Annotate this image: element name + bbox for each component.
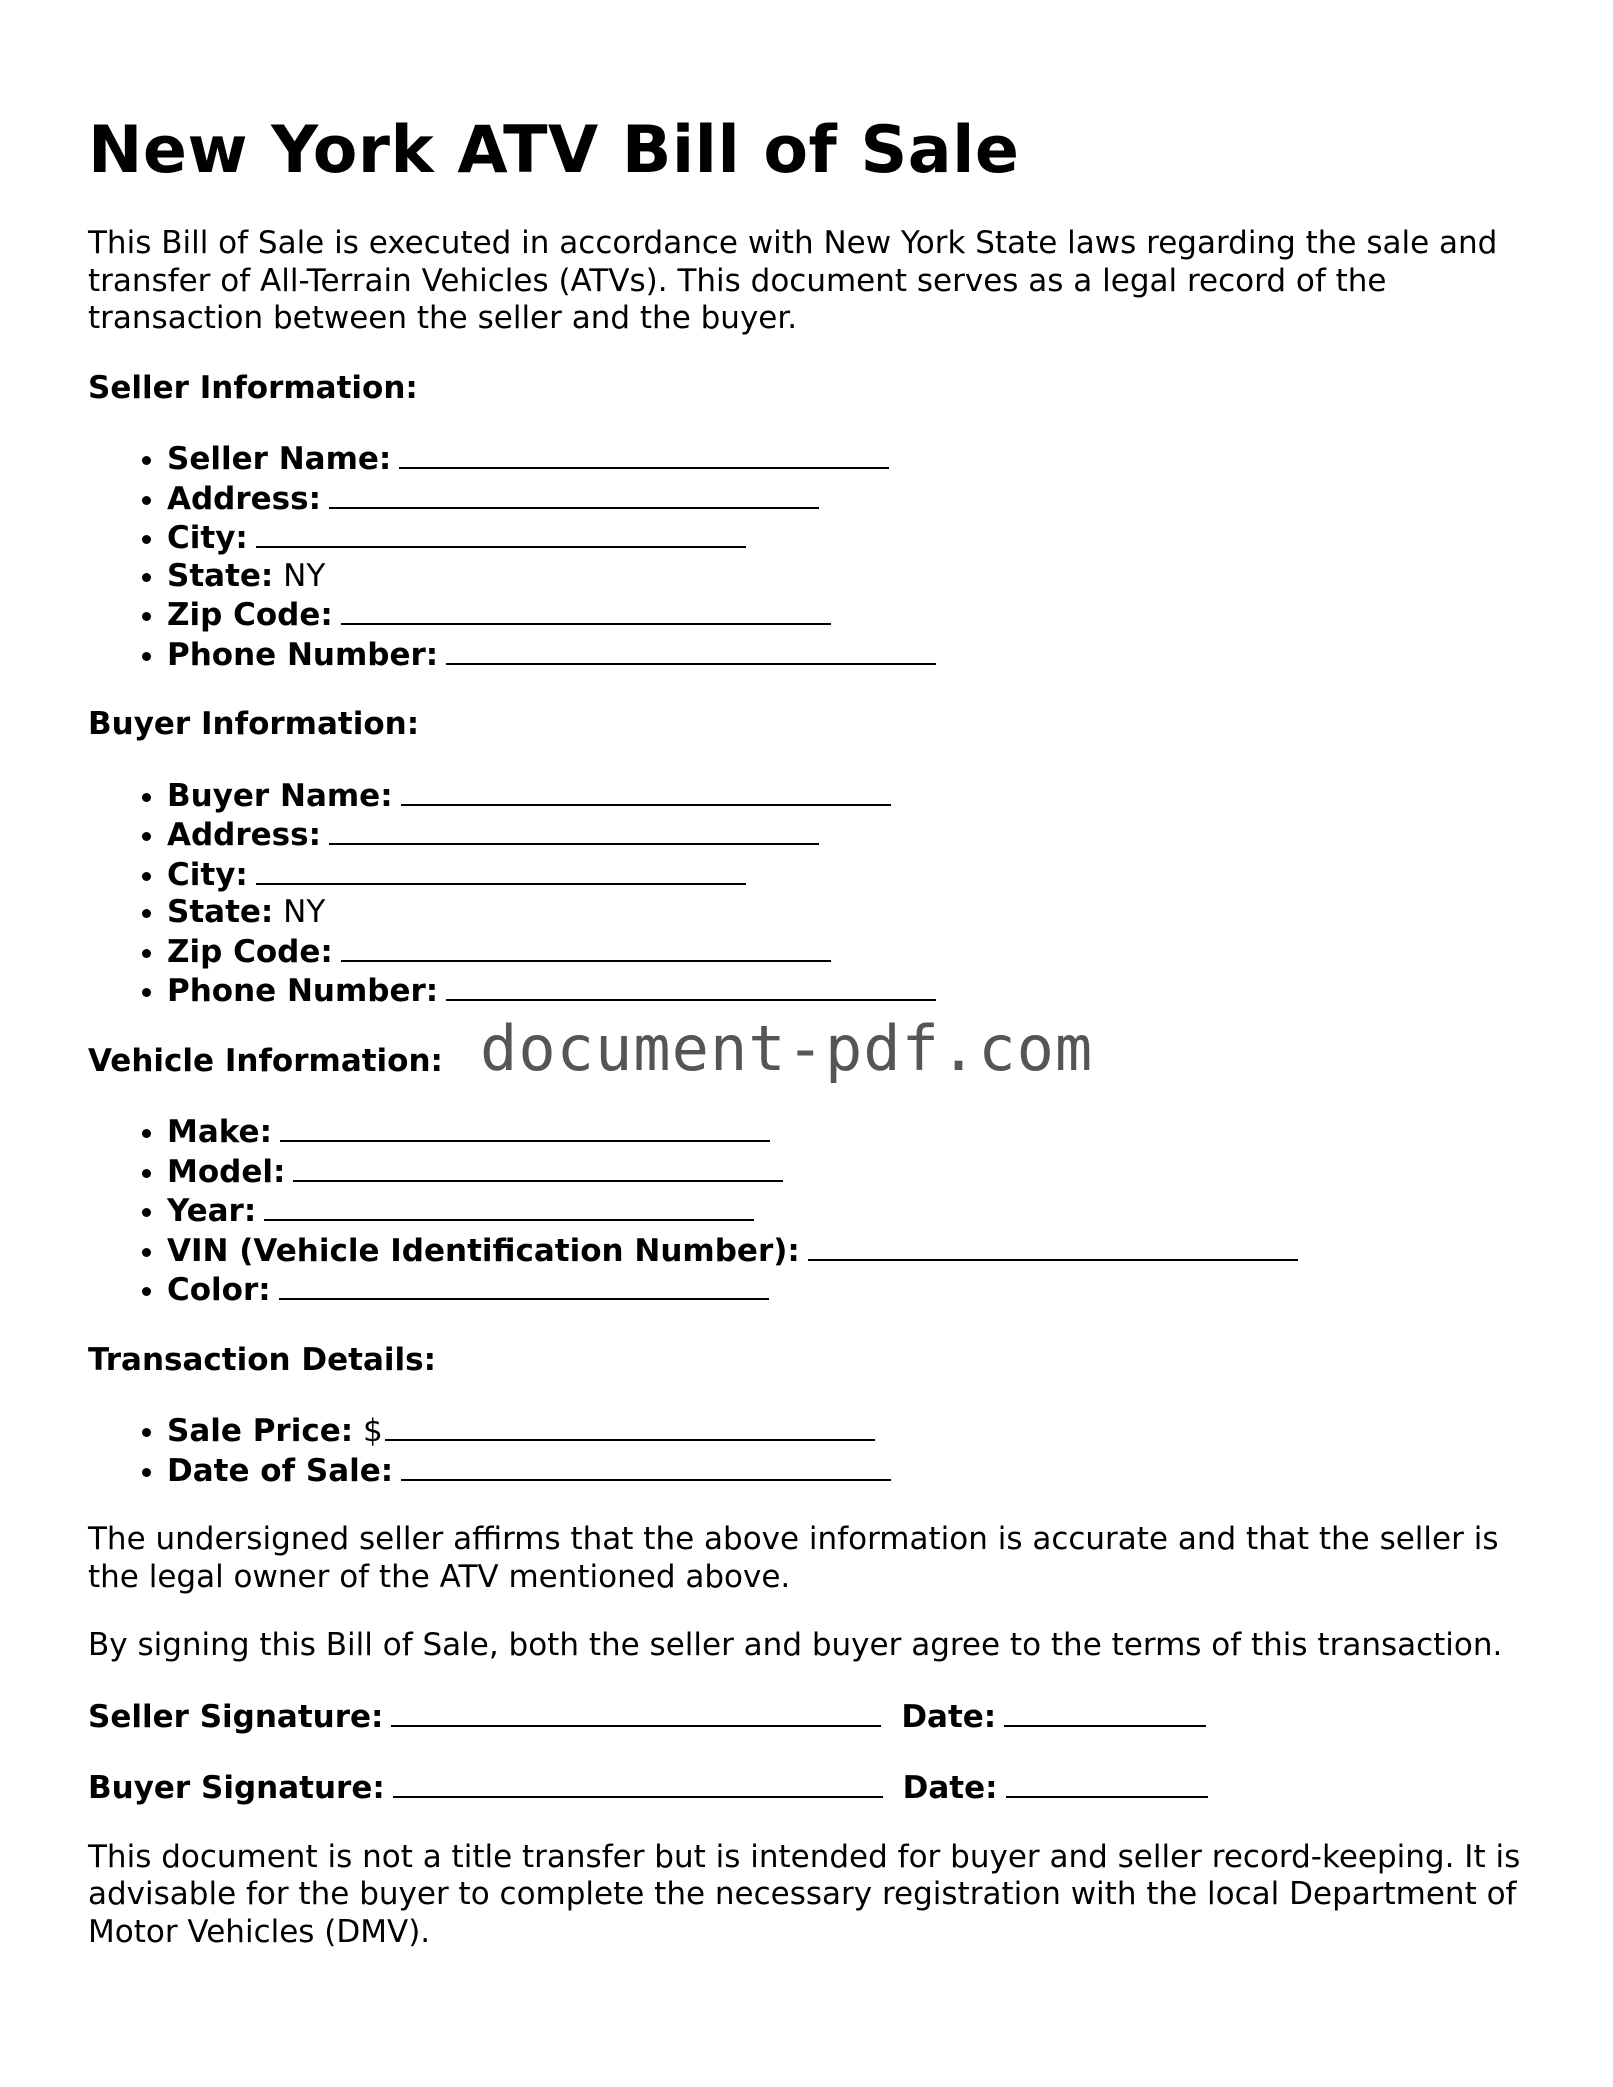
transaction-field-list [88, 1411, 1528, 1490]
affirmation-paragraph: The undersigned seller affirms that the above information is accurate and that the seller is the legal owner of the ATV mentioned above. [88, 1521, 1499, 1595]
buyer-signature-date-blank[interactable] [1006, 1768, 1208, 1798]
vehicle-year-field [167, 1191, 1528, 1231]
buyer-phone-label: Phone Number: [167, 973, 439, 1009]
vehicle-make-label: Make: [167, 1114, 272, 1150]
transaction-section-heading: Transaction Details: [88, 1341, 436, 1378]
vehicle-make-field [167, 1112, 1528, 1152]
seller-city-field [167, 518, 1528, 558]
sale-price-field [167, 1411, 1528, 1451]
seller-field-list [88, 439, 1528, 674]
buyer-name-blank[interactable] [401, 776, 891, 806]
seller-phone-label: Phone Number: [167, 636, 439, 673]
buyer-zip-label: Zip Code: [167, 933, 333, 970]
buyer-zip-field [167, 932, 1528, 972]
buyer-city-blank[interactable] [256, 855, 746, 885]
sale-price-currency: $ [362, 1413, 383, 1449]
vehicle-vin-label: VIN (Vehicle Identification Number): [167, 1232, 800, 1269]
buyer-signature-label: Buyer Signature: [88, 1770, 385, 1806]
buyer-state-value: NY [283, 894, 326, 930]
seller-section-heading: Seller Information: [88, 369, 418, 406]
vehicle-field-list [88, 1112, 1528, 1310]
seller-zip-label: Zip Code: [167, 597, 333, 633]
buyer-signature-date-label: Date: [902, 1770, 998, 1806]
seller-phone-field [167, 635, 1528, 675]
buyer-name-label: Buyer Name: [167, 777, 393, 814]
buyer-address-label: Address: [167, 817, 321, 853]
seller-name-blank[interactable] [399, 439, 889, 469]
vehicle-color-blank[interactable] [279, 1270, 769, 1300]
seller-zip-blank[interactable] [341, 595, 831, 625]
buyer-signature-blank[interactable] [393, 1768, 883, 1798]
seller-signature-date-label: Date: [901, 1698, 997, 1735]
buyer-field-list [88, 776, 1528, 1011]
vehicle-color-field [167, 1270, 1528, 1310]
buyer-city-label: City: [167, 856, 248, 893]
sale-price-blank[interactable] [385, 1411, 875, 1441]
seller-signature-blank[interactable] [391, 1697, 881, 1727]
watermark-text: document-pdf.com [480, 1012, 1094, 1085]
buyer-state-field [167, 894, 1528, 932]
buyer-phone-blank[interactable] [446, 971, 936, 1001]
vehicle-year-blank[interactable] [264, 1191, 754, 1221]
seller-state-field [167, 558, 1528, 596]
vehicle-model-field [167, 1152, 1528, 1192]
intro-paragraph: This Bill of Sale is executed in accordance with New York State laws regarding the sale and transfer of All-Terrain Vehicles (ATVs). This document serves as a legal record of the transaction between the seller and the buyer. [88, 225, 1498, 336]
sale-date-blank[interactable] [401, 1451, 891, 1481]
seller-city-blank[interactable] [256, 518, 746, 548]
buyer-zip-blank[interactable] [341, 932, 831, 962]
seller-signature-line [88, 1697, 1528, 1737]
vehicle-model-label: Model: [167, 1153, 286, 1190]
seller-signature-label: Seller Signature: [88, 1698, 384, 1735]
sale-date-label: Date of Sale: [167, 1452, 394, 1489]
vehicle-vin-field [167, 1231, 1528, 1271]
vehicle-make-blank[interactable] [280, 1112, 770, 1142]
seller-state-label: State: [167, 557, 274, 594]
seller-address-blank[interactable] [329, 479, 819, 509]
document-title: New York ATV Bill of Sale [88, 113, 1020, 188]
buyer-name-field [167, 776, 1528, 816]
agreement-paragraph: By signing this Bill of Sale, both the seller and buyer agree to the terms of this transaction. [88, 1627, 1503, 1663]
buyer-signature-line [88, 1768, 1528, 1808]
seller-state-value: NY [283, 557, 326, 594]
buyer-phone-field [167, 971, 1528, 1011]
sale-date-field [167, 1451, 1528, 1491]
footer-paragraph: This document is not a title transfer but is intended for buyer and seller record-keeping. It is advisable for the buyer to complete the necessary registration with the local Department of Motor Vehicles (DMV). [88, 1838, 1521, 1950]
sale-price-label: Sale Price: [167, 1413, 354, 1449]
seller-city-label: City: [167, 520, 248, 556]
vehicle-model-blank[interactable] [293, 1152, 783, 1182]
vehicle-color-label: Color: [167, 1272, 271, 1308]
seller-address-label: Address: [167, 480, 321, 517]
buyer-state-label: State: [167, 894, 274, 930]
seller-signature-date-blank[interactable] [1004, 1697, 1206, 1727]
buyer-section-heading: Buyer Information: [88, 706, 420, 742]
buyer-address-field [167, 815, 1528, 855]
vehicle-vin-blank[interactable] [808, 1231, 1298, 1261]
seller-address-field [167, 479, 1528, 519]
seller-name-field [167, 439, 1528, 479]
vehicle-year-label: Year: [167, 1193, 257, 1229]
buyer-address-blank[interactable] [329, 815, 819, 845]
seller-zip-field [167, 595, 1528, 635]
seller-name-label: Seller Name: [167, 441, 392, 477]
vehicle-section-heading: Vehicle Information: [88, 1042, 443, 1079]
buyer-city-field [167, 855, 1528, 895]
seller-phone-blank[interactable] [446, 635, 936, 665]
